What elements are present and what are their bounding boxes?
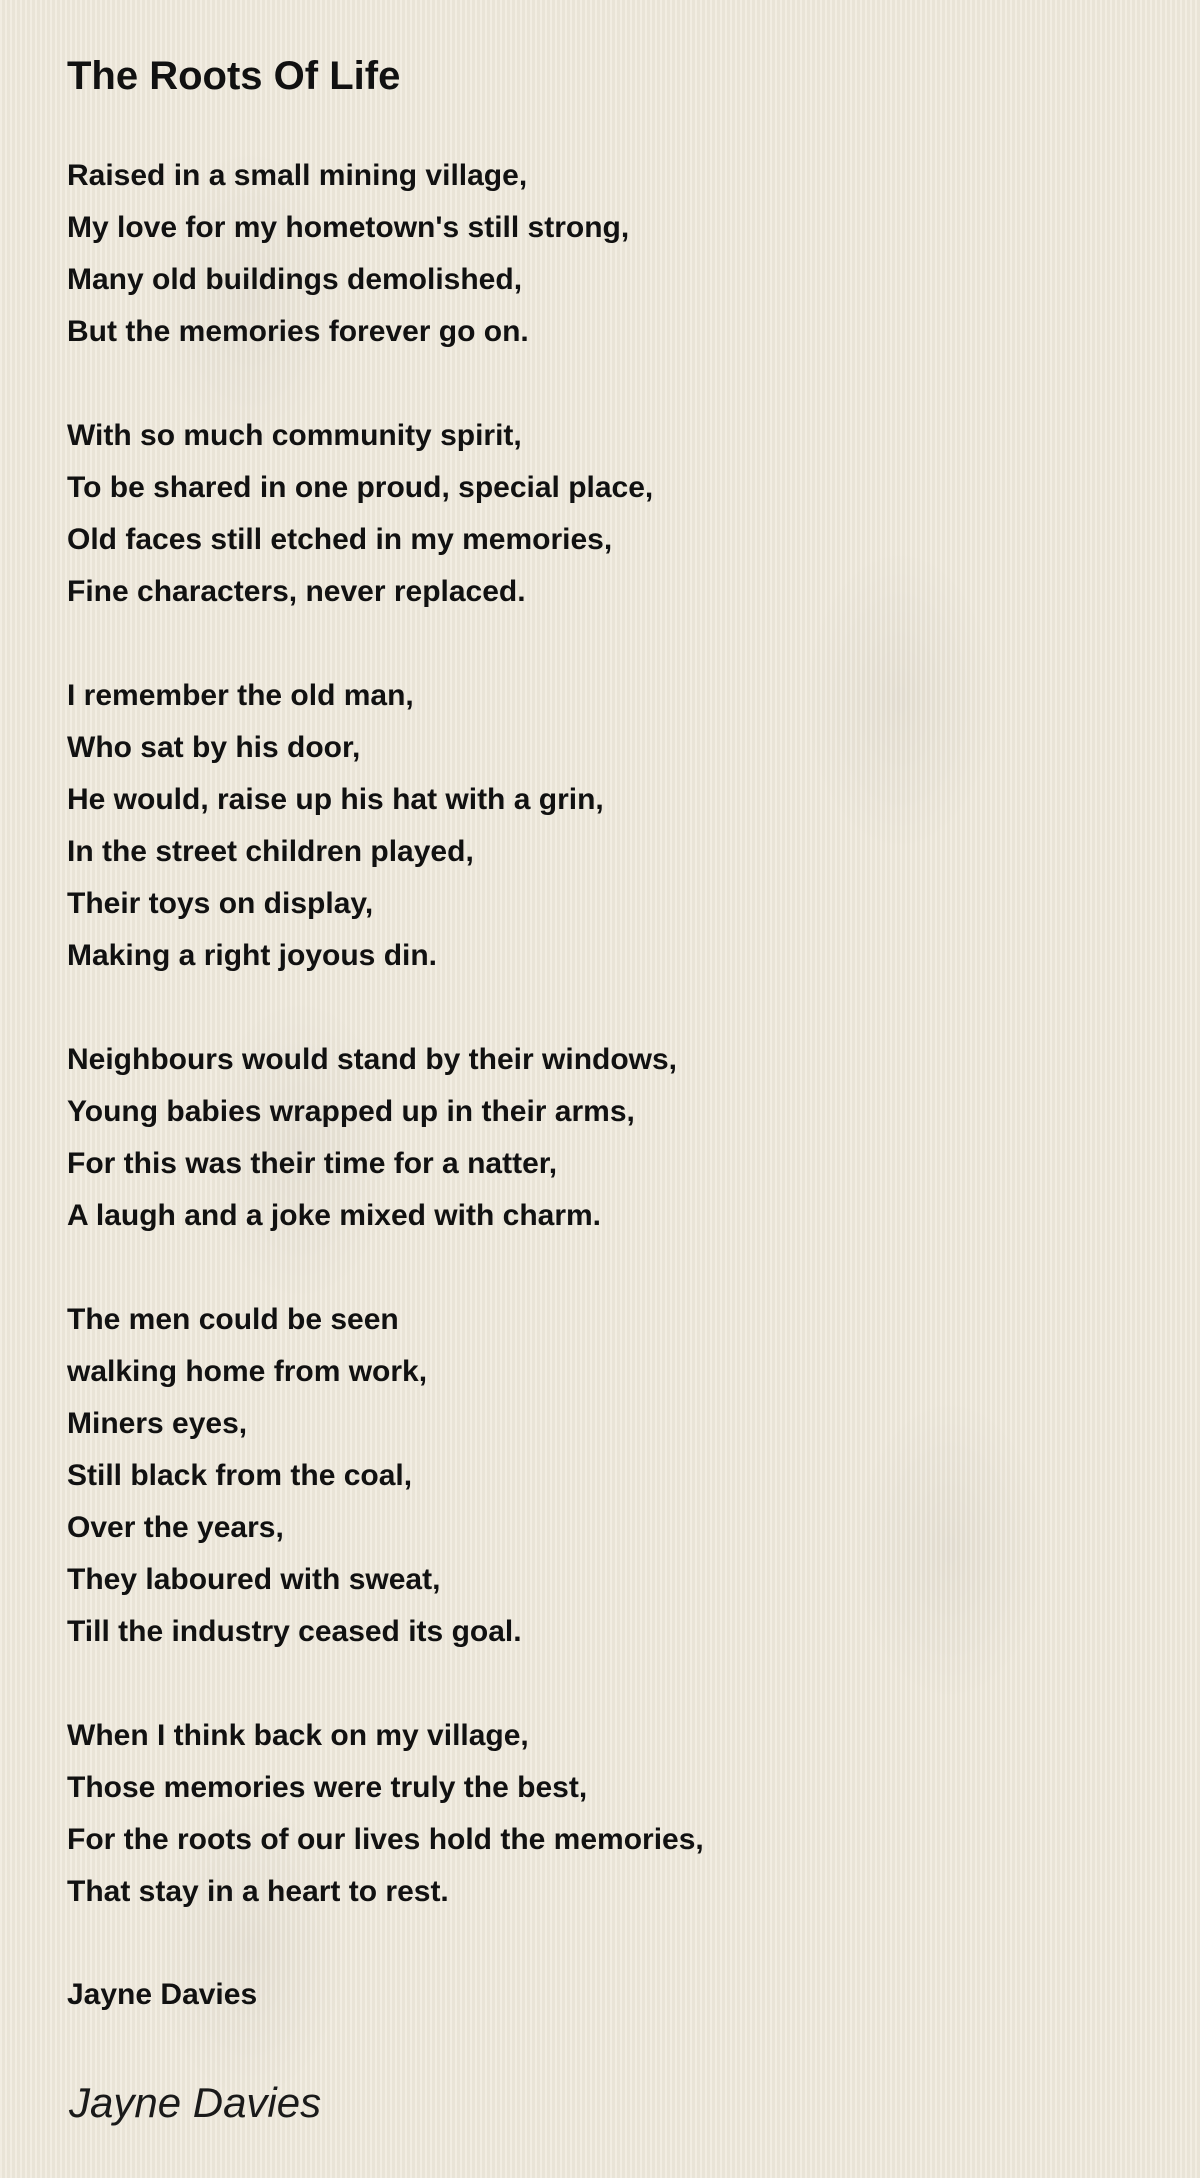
- poem-line: Raised in a small mining village,: [67, 159, 528, 192]
- poem-line: They laboured with sweat,: [67, 1563, 441, 1596]
- poem-title: The Roots Of Life: [67, 54, 401, 98]
- poem-line: Neighbours would stand by their windows,: [67, 1043, 678, 1076]
- poem-line: Making a right joyous din.: [67, 939, 438, 972]
- poem-line: To be shared in one proud, special place,: [67, 471, 654, 504]
- poem-line: Over the years,: [67, 1511, 284, 1544]
- author-signature: Jayne Davies: [69, 2079, 322, 2126]
- poem-line: Those memories were truly the best,: [67, 1771, 588, 1804]
- poem-line: Till the industry ceased its goal.: [67, 1615, 522, 1648]
- stanza-3: [67, 670, 704, 982]
- poem-line: My love for my hometown's still strong,: [67, 211, 630, 244]
- poem-line: walking home from work,: [67, 1355, 428, 1388]
- poem-line: A laugh and a joke mixed with charm.: [67, 1199, 602, 1232]
- stanza-4: [67, 1034, 704, 1242]
- poem-line: Still black from the coal,: [67, 1459, 413, 1492]
- poem-line: For the roots of our lives hold the memories,: [67, 1823, 704, 1856]
- poem-line: That stay in a heart to rest.: [67, 1875, 449, 1908]
- poem-line: But the memories forever go on.: [67, 315, 529, 348]
- poem-line: Their toys on display,: [67, 887, 374, 920]
- poem-line: For this was their time for a natter,: [67, 1147, 558, 1180]
- stanza-1: [67, 150, 704, 358]
- poem-author: Jayne Davies: [67, 1978, 258, 2011]
- poem-line: Old faces still etched in my memories,: [67, 523, 613, 556]
- poem-line: Fine characters, never replaced.: [67, 575, 526, 608]
- stanza-6: [67, 1710, 704, 1918]
- poem-line: In the street children played,: [67, 835, 474, 868]
- poem-line: Miners eyes,: [67, 1407, 248, 1440]
- poem-line: Who sat by his door,: [67, 731, 361, 764]
- poem-line: I remember the old man,: [67, 679, 414, 712]
- stanza-5: [67, 1294, 704, 1658]
- poem-line: The men could be seen: [67, 1303, 399, 1336]
- poem-line: With so much community spirit,: [67, 419, 522, 452]
- poem-line: Young babies wrapped up in their arms,: [67, 1095, 635, 1128]
- poem-body: [67, 150, 704, 1970]
- poem-line: He would, raise up his hat with a grin,: [67, 783, 604, 816]
- stanza-2: [67, 410, 704, 618]
- poem-line: Many old buildings demolished,: [67, 263, 523, 296]
- poem-line: When I think back on my village,: [67, 1719, 529, 1752]
